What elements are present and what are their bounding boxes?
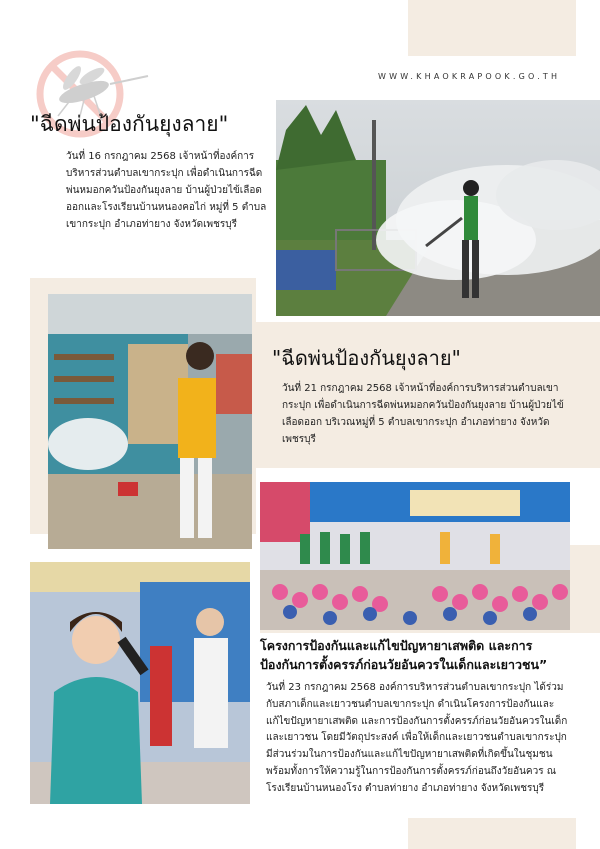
section2-title: "ฉีดพ่นป้องกันยุงลาย" xyxy=(272,346,461,370)
section2-body: วันที่ 21 กรกฎาคม 2568 เจ้าหน้าที่องค์การบริหารส่วนตำบลเขากระปุก เพื่อดำเนินการฉีดพ่นหมอกควันป้องกันยุงลาย บ้านผู้ป่วยไข้เลือดออก บริเวณหมู่ที่ 5 ตำบลเขากระปุก อำเภอท่ายาง จังหวัดเพชรบุรี xyxy=(282,383,564,445)
decor-block-bottom-right xyxy=(408,818,576,849)
photo-fogging-shop xyxy=(48,294,252,549)
decor-block-top-right xyxy=(408,0,576,56)
website-url: WWW.KHAOKRAPOOK.GO.TH xyxy=(378,72,561,81)
photo-speaker-microphone xyxy=(30,562,250,804)
section3-body: วันที่ 23 กรกฎาคม 2568 องค์การบริหารส่วนตำบลเขากระปุก ได้ร่วมกับสภาเด็กและเยาวชนตำบลเขากระปุก ดำเนินโครงการป้องกันและแก้ไขปัญหายาเสพติด และการป้องกันการตั้งครรภ์ก่อนวัยอันควรในเด็กและเยาวชน โดยมีวัตถุประสงค์ เพื่อให้เด็กและเยาวชนตำบลเขากระปุกมีส่วนร่วมในการป้องกันและแก้ไขปัญหายาเสพติดที่เกิดขึ้นในชุมชน พร้อมทั้งการให้ความรู้ในการป้องกันการตั้งครรภ์ก่อนถึงวัยอันควร ณ โรงเรียนบ้านหนองโรง ตำบลท่ายาง อำเภอท่ายาง จังหวัดเพชรบุรี xyxy=(266,682,568,794)
section3-title-line1: โครงการป้องกันและแก้ไขปัญหายาเสพติด และการ xyxy=(260,638,533,653)
section1-title: "ฉีดพ่นป้องกันยุงลาย" xyxy=(30,112,229,136)
section1-body: วันที่ 16 กรกฎาคม 2568 เจ้าหน้าที่องค์การบริหารส่วนตำบลเขากระปุก เพื่อดำเนินการฉีดพ่นหมอกควันป้องกันยุงลาย บ้านผู้ป่วยไข้เลือดออกและโรงเรียนบ้านหนองคอไก่ หมู่ที่ 5 ตำบลเขากระปุก อำเภอท่ายาง จังหวัดเพชรบุรี xyxy=(66,151,267,230)
photo-students-group xyxy=(260,482,570,630)
section3-title-line2: ป้องกันการตั้งครรภ์ก่อนวัยอันควรในเด็กและเยาวชน” xyxy=(260,657,548,672)
photo-fogging-road xyxy=(276,100,600,316)
